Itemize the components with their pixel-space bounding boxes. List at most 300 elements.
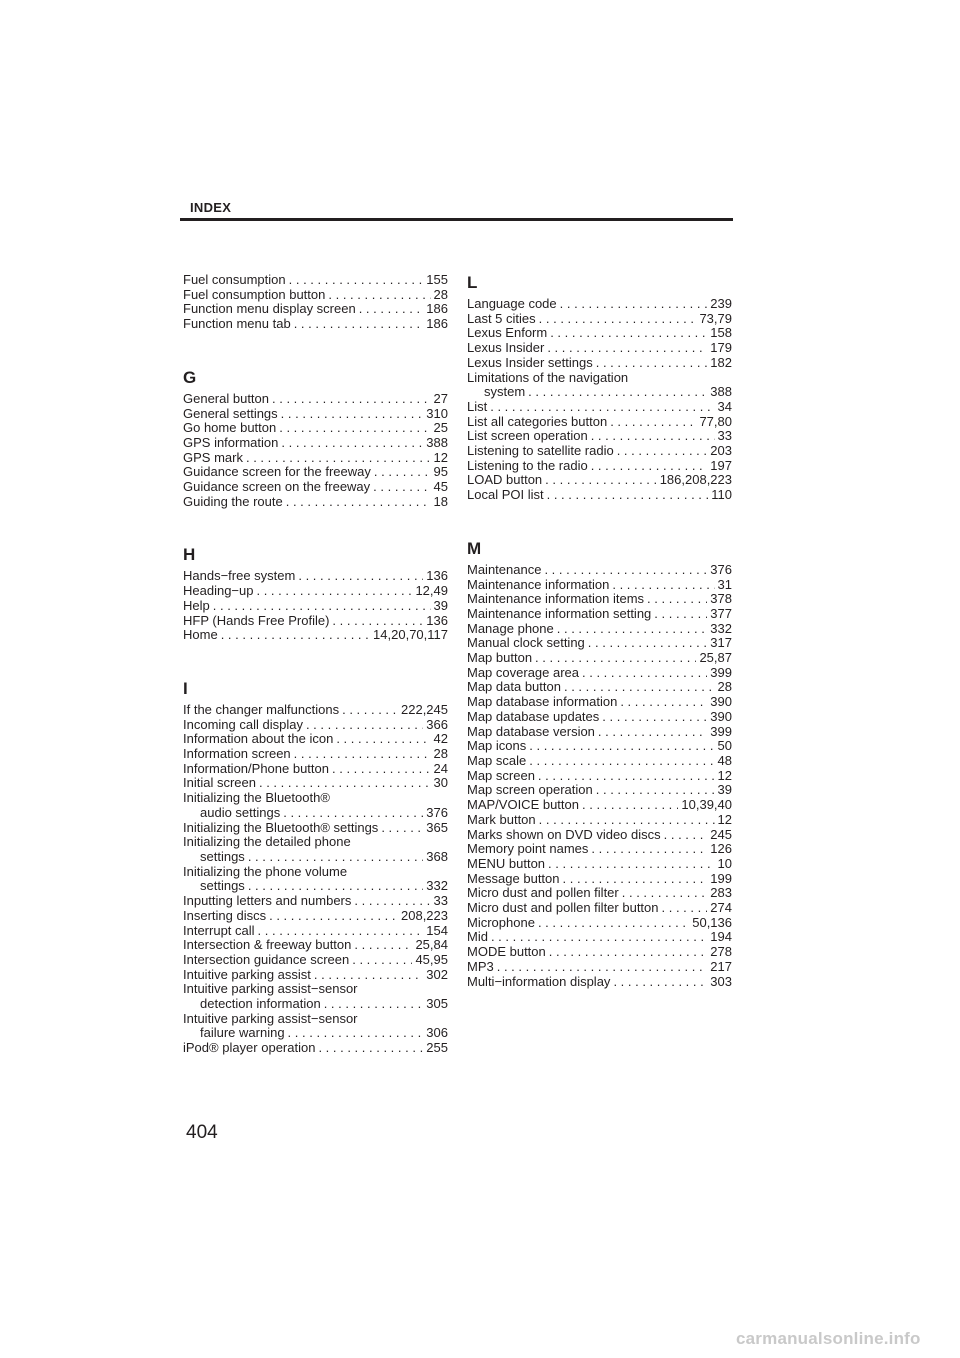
dot-leader xyxy=(342,703,398,718)
dot-leader xyxy=(647,592,707,607)
dot-leader xyxy=(490,400,714,415)
entry-page: 388 xyxy=(710,384,732,400)
entry-page: 208,223 xyxy=(401,907,448,923)
index-entry xyxy=(467,651,732,666)
index-entry xyxy=(183,924,448,939)
entry-label: Marks shown on DVD video discs xyxy=(467,826,661,842)
dot-leader xyxy=(332,762,431,777)
entry-label: Listening to the radio xyxy=(467,457,588,473)
entry-page: 27 xyxy=(433,390,448,406)
dot-leader xyxy=(281,436,423,451)
dot-leader xyxy=(613,975,707,990)
dot-leader xyxy=(662,901,708,916)
entry-page: 45,95 xyxy=(415,951,448,967)
index-entry xyxy=(183,879,448,894)
dot-leader xyxy=(497,960,708,975)
entry-label: MP3 xyxy=(467,958,494,974)
dot-leader xyxy=(294,747,431,762)
entry-label: Map icons xyxy=(467,738,527,754)
entry-label: Initializing the Bluetooth® settings xyxy=(183,819,379,835)
entry-label: Intuitive parking assist−sensor xyxy=(183,981,358,997)
header-title: INDEX xyxy=(190,200,232,215)
entry-page: 12 xyxy=(433,449,448,465)
entry-label: If the changer malfunctions xyxy=(183,701,340,717)
index-section xyxy=(467,539,732,989)
entry-page: 33 xyxy=(717,428,732,444)
index-entry xyxy=(183,791,448,806)
index-entry xyxy=(183,938,448,953)
index-entry xyxy=(467,341,732,356)
index-entry xyxy=(467,356,732,371)
dot-leader xyxy=(548,857,714,872)
index-entry xyxy=(183,599,448,614)
entry-label: HFP (Hands Free Profile) xyxy=(183,612,330,628)
entry-page: 30 xyxy=(433,775,448,791)
dot-leader xyxy=(374,465,431,480)
entry-page: 302 xyxy=(426,966,448,982)
index-section xyxy=(183,679,448,1056)
index-entry xyxy=(183,628,448,643)
index-entry xyxy=(183,953,448,968)
index-entry xyxy=(467,563,732,578)
dot-leader xyxy=(547,341,707,356)
entry-page: 368 xyxy=(426,848,448,864)
entry-label: MAP/VOICE button xyxy=(467,797,579,813)
index-entry xyxy=(467,886,732,901)
index-entry xyxy=(183,302,448,317)
index-entry xyxy=(467,459,732,474)
entry-label: Incoming call display xyxy=(183,716,303,732)
index-section xyxy=(467,273,732,503)
entry-page: 306 xyxy=(426,1025,448,1041)
entry-label: Language code xyxy=(467,296,557,311)
entry-label: Micro dust and pollen filter xyxy=(467,885,619,901)
index-entry xyxy=(467,754,732,769)
dot-leader xyxy=(539,813,715,828)
entry-label: Inputting letters and numbers xyxy=(183,893,352,909)
entry-label: Lexus Insider settings xyxy=(467,354,593,370)
dot-leader xyxy=(248,879,423,894)
dot-leader xyxy=(332,614,423,629)
entry-label: Mark button xyxy=(467,811,536,827)
index-entry xyxy=(183,1012,448,1027)
entry-page: 399 xyxy=(710,723,732,739)
entry-label: Micro dust and pollen filter button xyxy=(467,900,659,916)
entry-page: 186 xyxy=(426,301,448,317)
entry-page: 182 xyxy=(710,354,732,370)
dot-leader xyxy=(550,326,707,341)
index-entry xyxy=(183,894,448,909)
index-entry xyxy=(467,385,732,400)
entry-page: 303 xyxy=(710,973,732,989)
entry-label: Fuel consumption button xyxy=(183,286,326,302)
entry-label: Intersection guidance screen xyxy=(183,951,350,967)
entry-label: failure warning xyxy=(200,1025,285,1041)
entry-page: 77,80 xyxy=(699,413,732,429)
right-column xyxy=(467,273,732,989)
entry-page: 50,136 xyxy=(692,914,732,930)
dot-leader xyxy=(221,628,370,643)
entry-label: Initializing the detailed phone xyxy=(183,834,351,850)
index-entry xyxy=(467,798,732,813)
entry-label: Maintenance information setting xyxy=(467,605,652,621)
index-entry xyxy=(183,806,448,821)
dot-leader xyxy=(544,563,707,578)
dot-leader xyxy=(596,783,715,798)
left-column xyxy=(183,273,448,1056)
entry-label: Map screen xyxy=(467,767,535,783)
entry-label: MODE button xyxy=(467,944,546,960)
index-entry xyxy=(183,703,448,718)
dot-leader xyxy=(288,1026,424,1041)
entry-label: Map button xyxy=(467,650,533,666)
entry-page: 317 xyxy=(710,635,732,651)
dot-leader xyxy=(582,798,678,813)
dot-leader xyxy=(294,317,424,332)
entry-label: Function menu display screen xyxy=(183,301,356,317)
entry-page: 199 xyxy=(710,870,732,886)
dot-leader xyxy=(545,473,657,488)
entry-page: 203 xyxy=(710,443,732,459)
entry-label: Guidance screen on the freeway xyxy=(183,479,371,495)
entry-label: Map coverage area xyxy=(467,664,580,680)
entry-page: 376 xyxy=(426,804,448,820)
entry-page: 31 xyxy=(717,576,732,592)
entry-label: Intuitive parking assist xyxy=(183,966,311,982)
entry-label: Maintenance information items xyxy=(467,591,645,607)
entry-page: 155 xyxy=(426,272,448,287)
index-entry xyxy=(183,584,448,599)
entry-page: 197 xyxy=(710,457,732,473)
dot-leader xyxy=(352,953,412,968)
section-letter: L xyxy=(467,273,478,292)
entry-label: Manual clock setting xyxy=(467,635,585,651)
dot-leader xyxy=(557,622,708,637)
index-entry xyxy=(183,850,448,865)
entry-page: 217 xyxy=(710,958,732,974)
index-entry xyxy=(467,400,732,415)
dot-leader xyxy=(591,429,715,444)
entry-page: 33 xyxy=(433,893,448,909)
index-entry xyxy=(467,710,732,725)
index-entry xyxy=(467,725,732,740)
index-entry xyxy=(183,421,448,436)
entry-label: Intuitive parking assist−sensor xyxy=(183,1010,358,1026)
entry-label: Function menu tab xyxy=(183,316,291,332)
entry-page: 39 xyxy=(717,782,732,798)
dot-leader xyxy=(283,806,423,821)
entry-page: 245 xyxy=(710,826,732,842)
entry-page: 378 xyxy=(710,591,732,607)
entry-page: 255 xyxy=(426,1040,448,1056)
entry-page: 10 xyxy=(717,855,732,871)
dot-leader xyxy=(246,451,431,466)
entry-page: 390 xyxy=(710,708,732,724)
entry-page: 278 xyxy=(710,944,732,960)
dot-leader xyxy=(281,407,424,422)
index-entry xyxy=(467,783,732,798)
index-entry xyxy=(467,975,732,990)
entry-page: 154 xyxy=(426,922,448,938)
index-entry xyxy=(183,776,448,791)
dot-leader xyxy=(538,769,715,784)
dot-leader xyxy=(591,459,708,474)
index-entry xyxy=(467,415,732,430)
index-entry xyxy=(467,444,732,459)
dot-leader xyxy=(612,578,714,593)
watermark: carmanualsonline.info xyxy=(736,1329,921,1348)
section-letter: H xyxy=(183,545,196,565)
index-entry xyxy=(467,297,732,312)
index-entry xyxy=(183,436,448,451)
dot-leader xyxy=(617,444,708,459)
index-entry xyxy=(467,488,732,503)
entry-page: 136 xyxy=(426,568,448,584)
dot-leader xyxy=(529,754,714,769)
index-entry xyxy=(183,569,448,584)
entry-label: Mid xyxy=(467,929,488,945)
index-entry xyxy=(467,312,732,327)
section-letter: I xyxy=(183,678,188,698)
dot-leader xyxy=(596,356,708,371)
entry-page: 14,20,70,117 xyxy=(373,627,448,643)
entry-label: detection information xyxy=(200,996,321,1012)
entry-label: Initial screen xyxy=(183,775,256,791)
entry-label: List xyxy=(467,398,488,414)
entry-label: Limitations of the navigation xyxy=(467,369,629,385)
dot-leader xyxy=(664,828,708,843)
dot-leader xyxy=(272,392,431,407)
entry-page: 310 xyxy=(426,405,448,421)
entry-label: audio settings xyxy=(200,804,281,820)
entry-page: 18 xyxy=(433,493,448,509)
entry-label: iPod® player operation xyxy=(183,1040,316,1056)
entry-label: Map database updates xyxy=(467,708,600,724)
entry-page: 390 xyxy=(710,694,732,710)
dot-leader xyxy=(373,480,430,495)
entry-label: Lexus Enform xyxy=(467,325,548,341)
section-letter: M xyxy=(467,538,482,558)
entry-page: 332 xyxy=(426,878,448,894)
index-entry xyxy=(183,982,448,997)
entry-label: LOAD button xyxy=(467,472,543,488)
entry-label: List all categories button xyxy=(467,413,608,429)
entry-page: 332 xyxy=(710,620,732,636)
dot-leader xyxy=(538,916,689,931)
index-entry xyxy=(467,842,732,857)
dot-leader xyxy=(359,302,424,317)
index-entry xyxy=(467,828,732,843)
entry-label: Map scale xyxy=(467,752,527,768)
entry-label: Initializing the phone volume xyxy=(183,863,348,879)
dot-leader xyxy=(381,821,423,836)
entry-label: Interrupt call xyxy=(183,922,255,938)
entry-page: 239 xyxy=(710,296,732,311)
dot-leader xyxy=(622,886,708,901)
entry-page: 194 xyxy=(710,929,732,945)
dot-leader xyxy=(564,680,715,695)
entry-page: 376 xyxy=(710,561,732,577)
entry-page: 222,245 xyxy=(401,701,448,717)
dot-leader xyxy=(354,894,430,909)
dot-leader xyxy=(620,695,707,710)
entry-label: Manage phone xyxy=(467,620,554,636)
entry-label: Maintenance information xyxy=(467,576,610,592)
index-entry xyxy=(183,968,448,983)
entry-page: 12 xyxy=(717,767,732,783)
entry-label: Inserting discs xyxy=(183,907,267,923)
entry-page: 186,208,223 xyxy=(659,472,732,488)
entry-label: Message button xyxy=(467,870,560,886)
entry-page: 10,39,40 xyxy=(681,797,732,813)
entry-page: 25,84 xyxy=(415,937,448,953)
dot-leader xyxy=(289,273,424,288)
index-entry xyxy=(183,273,448,288)
entry-label: Hands−free system xyxy=(183,568,296,584)
entry-label: settings xyxy=(200,878,245,894)
entry-label: settings xyxy=(200,848,245,864)
index-entry xyxy=(467,930,732,945)
entry-label: Microphone xyxy=(467,914,535,930)
entry-label: General button xyxy=(183,390,270,406)
index-entry xyxy=(467,769,732,784)
index-entry xyxy=(467,473,732,488)
entry-page: 283 xyxy=(710,885,732,901)
entry-label: Map database information xyxy=(467,694,618,710)
dot-leader xyxy=(248,850,423,865)
dot-leader xyxy=(591,842,707,857)
index-entry xyxy=(183,747,448,762)
entry-label: List screen operation xyxy=(467,428,588,444)
entry-label: Memory point names xyxy=(467,841,589,857)
header-rule xyxy=(180,218,733,221)
entry-page: 179 xyxy=(710,340,732,356)
index-entry xyxy=(467,960,732,975)
dot-leader xyxy=(306,718,423,733)
entry-label: Listening to satellite radio xyxy=(467,443,614,459)
index-entry xyxy=(467,872,732,887)
index-entry xyxy=(467,371,732,386)
dot-leader xyxy=(560,297,708,312)
entry-label: Map database version xyxy=(467,723,595,739)
entry-page: 42 xyxy=(433,731,448,747)
dot-leader xyxy=(328,288,430,303)
entry-page: 48 xyxy=(717,752,732,768)
dot-leader xyxy=(269,909,398,924)
dot-leader xyxy=(588,636,708,651)
index-entry xyxy=(467,636,732,651)
dot-leader xyxy=(654,607,707,622)
dot-leader xyxy=(529,739,714,754)
index-entry xyxy=(467,945,732,960)
index-section xyxy=(183,545,448,643)
entry-page: 365 xyxy=(426,819,448,835)
dot-leader xyxy=(336,732,430,747)
index-entry xyxy=(183,821,448,836)
dot-leader xyxy=(354,938,412,953)
index-entry xyxy=(467,592,732,607)
dot-leader xyxy=(563,872,708,887)
index-entry xyxy=(467,429,732,444)
entry-page: 28 xyxy=(433,746,448,762)
entry-page: 24 xyxy=(433,760,448,776)
entry-label: GPS information xyxy=(183,434,279,450)
index-entry xyxy=(183,1041,448,1056)
entry-page: 136 xyxy=(426,612,448,628)
entry-page: 25,87 xyxy=(699,650,732,666)
entry-page: 45 xyxy=(433,479,448,495)
entry-page: 39 xyxy=(433,597,448,613)
dot-leader xyxy=(213,599,431,614)
index-entry xyxy=(467,739,732,754)
index-entry xyxy=(467,666,732,681)
entry-label: Information about the icon xyxy=(183,731,334,747)
entry-label: General settings xyxy=(183,405,278,421)
index-entry xyxy=(183,718,448,733)
index-entry xyxy=(467,326,732,341)
index-entry xyxy=(183,614,448,629)
dot-leader xyxy=(259,776,431,791)
index-entry xyxy=(183,495,448,510)
index-entry xyxy=(183,288,448,303)
entry-page: 28 xyxy=(717,679,732,695)
entry-page: 305 xyxy=(426,996,448,1012)
index-section xyxy=(183,368,448,510)
index-entry xyxy=(183,762,448,777)
entry-label: MENU button xyxy=(467,855,546,871)
index-entry xyxy=(467,622,732,637)
entry-page: 388 xyxy=(426,434,448,450)
dot-leader xyxy=(324,997,424,1012)
index-entry xyxy=(183,480,448,495)
index-entry xyxy=(467,916,732,931)
index-entry xyxy=(183,465,448,480)
index-entry xyxy=(183,909,448,924)
entry-page: 186 xyxy=(426,316,448,332)
dot-leader xyxy=(528,385,707,400)
entry-label: Map data button xyxy=(467,679,561,695)
index-entry xyxy=(183,392,448,407)
entry-label: Local POI list xyxy=(467,487,544,503)
dot-leader xyxy=(286,495,431,510)
entry-page: 366 xyxy=(426,716,448,732)
entry-page: 399 xyxy=(710,664,732,680)
index-entry xyxy=(183,835,448,850)
dot-leader xyxy=(549,945,708,960)
index-entry xyxy=(467,857,732,872)
entry-label: Guidance screen for the freeway xyxy=(183,464,371,480)
index-entry xyxy=(467,578,732,593)
entry-label: Go home button xyxy=(183,420,277,436)
entry-page: 110 xyxy=(711,487,732,503)
dot-leader xyxy=(298,569,423,584)
entry-page: 274 xyxy=(710,900,732,916)
dot-leader xyxy=(598,725,707,740)
entry-label: Home xyxy=(183,627,218,643)
entry-label: system xyxy=(484,384,526,400)
entry-page: 95 xyxy=(433,464,448,480)
entry-page: 12 xyxy=(717,811,732,827)
entry-label: GPS mark xyxy=(183,449,243,465)
index-entry xyxy=(183,317,448,332)
entry-label: Multi−information display xyxy=(467,973,611,989)
dot-leader xyxy=(314,968,423,983)
index-entry xyxy=(183,407,448,422)
dot-leader xyxy=(491,930,707,945)
dot-leader xyxy=(256,584,412,599)
entry-page: 28 xyxy=(433,286,448,302)
dot-leader xyxy=(279,421,430,436)
